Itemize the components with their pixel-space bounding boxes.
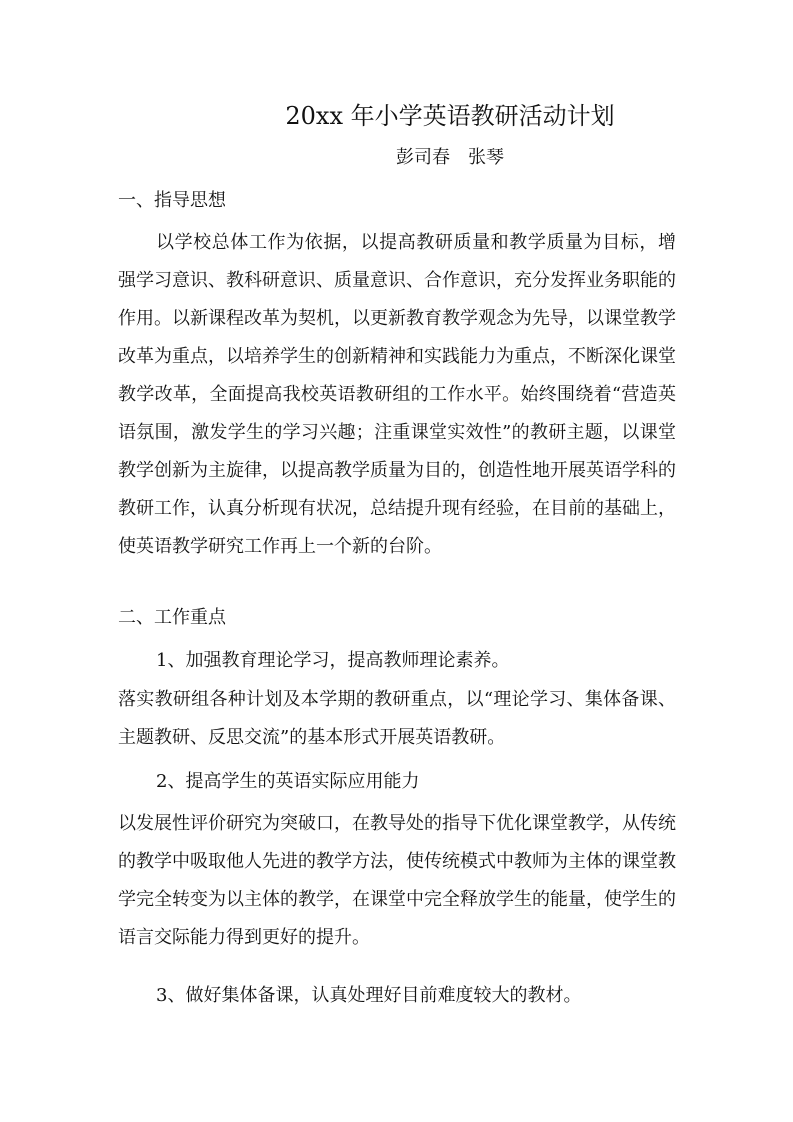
work-item-1-text: 落实教研组各种计划及本学期的教研重点，以“理论学习、集体备课、主题教研、反思交流”的基本形式开展英语教研。 (118, 689, 676, 748)
document-title: 20xx 年小学英语教研活动计划 (285, 102, 615, 130)
section-heading-guiding-thought: 一、指导思想 (118, 190, 226, 211)
work-item-3-title: 3、做好集体备课，认真处理好目前难度较大的教材。 (156, 985, 582, 1006)
work-item-2-text: 以发展性评价研究为突破口，在教导处的指导下优化课堂教学，从传统的教学中吸取他人先进的教学方法，使传统模式中教师为主体的课堂教学完全转变为以主体的教学，在课堂中完全释放学生的能量，使学生的语言交际能力得到更好的提升。 (118, 813, 676, 948)
guiding-thought-paragraph: 以学校总体工作为依据，以提高教研质量和教学质量为目标，增强学习意识、教科研意识、质量意识、合作意识，充分发挥业务职能的作用。以新课程改革为契机，以更新教育教学观念为先导，以课堂教学改革为重点，以培养学生的创新精神和实践能力为重点，不断深化课堂教学改革，全面提高我校英语教研组的工作水平。始终围绕着“营造英语氛围，激发学生的学习兴趣；注重课堂实效性”的教研主题，以课堂教学创新为主旋律，以提高教学质量为目的，创造性地开展英语学科的教研工作，认真分析现有状况，总结提升现有经验，在目前的基础上，使英语教学研究工作再上一个新的台阶。 (118, 232, 676, 557)
work-item-2-title: 2、提高学生的英语实际应用能力 (156, 771, 420, 792)
work-item-1-title: 1、加强教育理论学习，提高教师理论素养。 (156, 650, 510, 671)
document-authors: 彭司春 张琴 (396, 147, 504, 168)
section-heading-work-focus: 二、工作重点 (118, 607, 226, 628)
